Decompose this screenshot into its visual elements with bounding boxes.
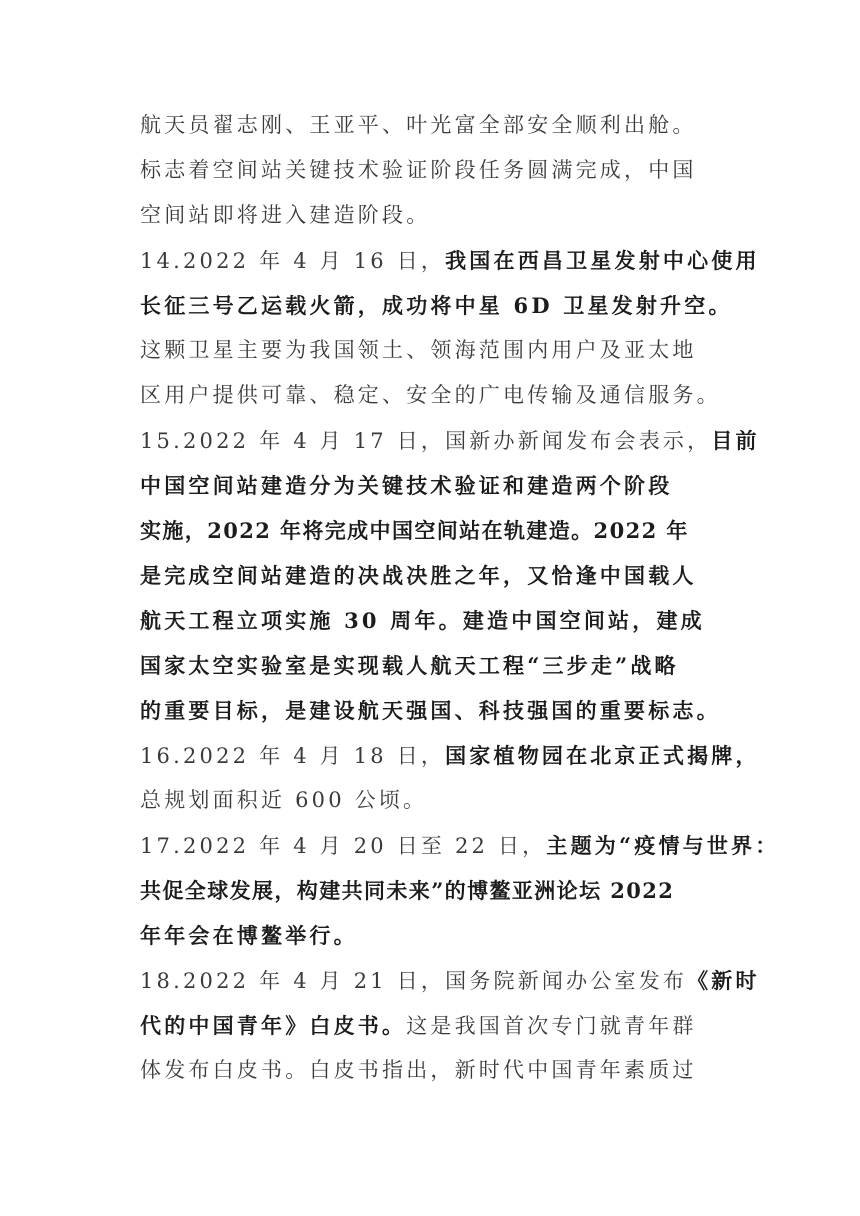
bold-text-run: 中国空间站建造分为关键技术验证和建造两个阶段 xyxy=(140,473,673,498)
bold-text-run: 主题为“疫情与世界： xyxy=(546,833,780,858)
text-line xyxy=(140,733,760,778)
bold-text-run: 我国在西昌卫星发射中心使用 xyxy=(445,248,760,273)
text-line xyxy=(140,418,760,463)
text-line xyxy=(140,103,740,148)
bold-text-run: 共促全球发展，构建共同未来”的博鳌亚洲论坛 2022 xyxy=(140,878,675,903)
bold-text-run: 的重要目标，是建设航天强国、科技强国的重要标志。 xyxy=(140,698,721,723)
bold-text-run: 年年会在博鳌举行。 xyxy=(140,923,358,948)
text-run: 16.2022 年 4 月 18 日， xyxy=(140,744,446,768)
text-line xyxy=(140,373,740,418)
text-line xyxy=(140,913,740,958)
document-body xyxy=(140,103,780,1093)
text-line xyxy=(140,193,740,238)
text-line xyxy=(140,958,760,1003)
text-line xyxy=(140,1003,740,1048)
text-run: 标志着空间站关键技术验证阶段任务圆满完成，中国 xyxy=(140,158,697,182)
text-run: 空间站即将进入建造阶段。 xyxy=(140,203,431,227)
text-line xyxy=(140,508,740,553)
bold-text-run: 实施，2022 年将完成中国空间站在轨建造。2022 年 xyxy=(140,518,689,543)
text-run: 15.2022 年 4 月 17 日，国新办新闻发布会表示， xyxy=(140,429,712,453)
bold-text-run: 目前 xyxy=(711,428,760,453)
text-line xyxy=(140,643,740,688)
text-line xyxy=(140,148,740,193)
text-run: 17.2022 年 4 月 20 日至 22 日， xyxy=(140,834,547,858)
text-line xyxy=(140,778,740,823)
text-run: 区用户提供可靠、稳定、安全的广电传输及通信服务。 xyxy=(140,383,721,407)
text-run: 这是我国首次专门就青年群 xyxy=(406,1014,697,1038)
text-line xyxy=(140,283,740,328)
text-line xyxy=(140,553,740,598)
bold-text-run: 是完成空间站建造的决战决胜之年，又恰逢中国载人 xyxy=(140,563,697,588)
text-run: 航天员翟志刚、王亚平、叶光富全部安全顺利出舱。 xyxy=(140,113,697,137)
bold-text-run: 国家太空实验室是实现载人航天工程“三步走”战略 xyxy=(140,653,679,678)
text-line xyxy=(140,868,740,913)
text-run: 总规划面积近 600 公顷。 xyxy=(140,788,428,812)
bold-text-run: 《新时 xyxy=(687,968,760,993)
bold-text-run: 长征三号乙运载火箭，成功将中星 6D 卫星发射升空。 xyxy=(140,293,733,318)
text-line xyxy=(140,463,740,508)
bold-text-run: 代的中国青年》白皮书。 xyxy=(140,1013,407,1038)
text-line xyxy=(140,328,740,373)
text-run: 14.2022 年 4 月 16 日， xyxy=(140,249,446,273)
text-line xyxy=(140,688,740,733)
text-line xyxy=(140,823,780,868)
text-run: 体发布白皮书。白皮书指出，新时代中国青年素质过 xyxy=(140,1058,697,1082)
text-run: 这颗卫星主要为我国领土、领海范围内用户及亚太地 xyxy=(140,338,697,362)
text-run: 18.2022 年 4 月 21 日，国务院新闻办公室发布 xyxy=(140,969,688,993)
text-line xyxy=(140,238,760,283)
bold-text-run: 航天工程立项实施 30 周年。建造中国空间站，建成 xyxy=(140,608,705,633)
bold-text-run: 国家植物园在北京正式揭牌， xyxy=(445,743,760,768)
text-line xyxy=(140,1048,740,1093)
text-line xyxy=(140,598,740,643)
